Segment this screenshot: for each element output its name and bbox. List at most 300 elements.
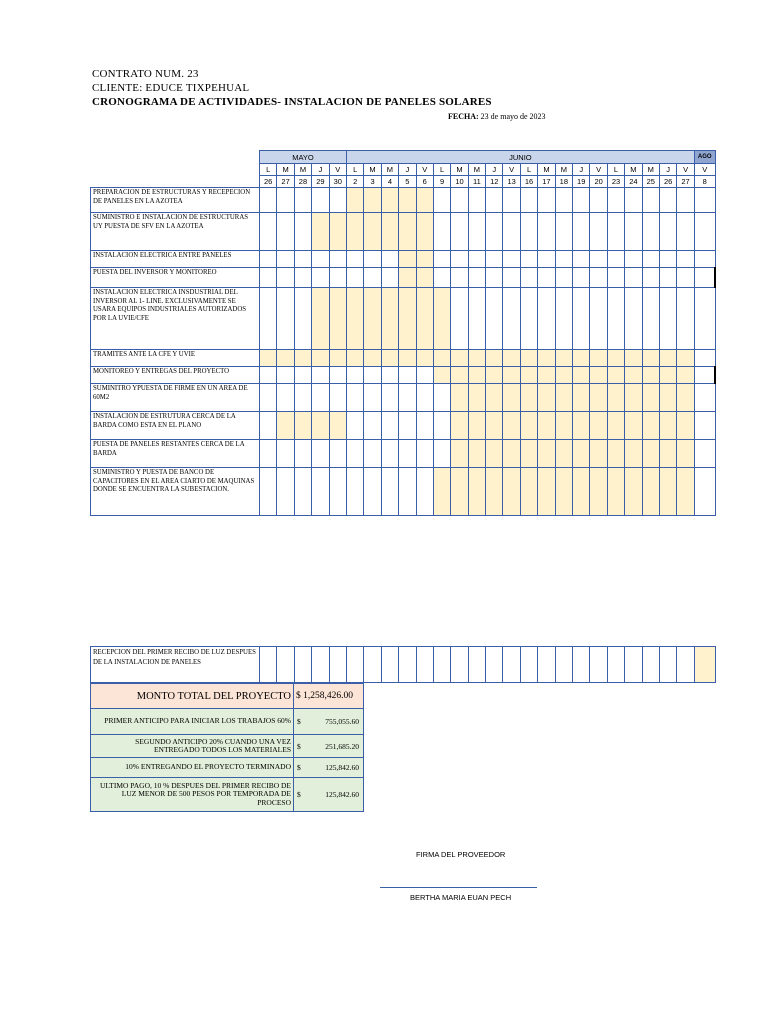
schedule-cell [399, 268, 416, 288]
day-cell: 17 [538, 176, 555, 188]
schedule-cell [590, 213, 607, 251]
task-row [91, 367, 716, 384]
schedule-cell [538, 384, 555, 412]
task-label: RECEPCION DEL PRIMER RECIBO DE LUZ DESPUES DE LA INSTALACION DE PANELES [91, 647, 260, 683]
schedule-cell [468, 440, 485, 468]
schedule-cell [294, 468, 311, 516]
schedule-cell [659, 288, 676, 350]
schedule-cell [625, 213, 642, 251]
task-label: PREPARACION DE ESTRUCTURAS Y RECEPECION DE PANELES EN LA AZOTEA [91, 188, 260, 213]
day-cell: 23 [607, 176, 624, 188]
schedule-cell [659, 468, 676, 516]
schedule-cell [677, 350, 694, 367]
schedule-cell [659, 384, 676, 412]
schedule-cell [346, 412, 363, 440]
schedule-cell [364, 647, 381, 683]
schedule-cell [399, 468, 416, 516]
day-cell: 9 [433, 176, 450, 188]
amount-value: 251,685.20 [325, 741, 359, 751]
schedule-cell [607, 213, 624, 251]
schedule-cell [381, 350, 398, 367]
schedule-cell [503, 268, 520, 288]
schedule-cell [555, 268, 572, 288]
schedule-cell [555, 384, 572, 412]
schedule-cell [468, 468, 485, 516]
schedule-cell [364, 288, 381, 350]
schedule-cell [520, 412, 537, 440]
schedule-cell [607, 440, 624, 468]
schedule-cell [294, 350, 311, 367]
schedule-cell [381, 384, 398, 412]
weekday-cell: V [694, 164, 715, 176]
schedule-cell [451, 288, 468, 350]
date-line [448, 112, 546, 121]
schedule-cell [346, 268, 363, 288]
weekday-cell: L [346, 164, 363, 176]
schedule-cell [260, 384, 277, 412]
schedule-cell [364, 468, 381, 516]
schedule-cell [607, 188, 624, 213]
schedule-cell [277, 268, 294, 288]
schedule-cell [486, 268, 503, 288]
schedule-cell [294, 251, 311, 268]
schedule-cell [590, 440, 607, 468]
schedule-cell [607, 468, 624, 516]
schedule-cell [573, 412, 590, 440]
schedule-cell [277, 468, 294, 516]
payment-label: ULTIMO PAGO, 10 % DESPUES DEL PRIMER RECIBO DE LUZ MENOR DE 500 PESOS POR TEMPORADA DE PROCESO [91, 778, 294, 812]
schedule-cell [381, 367, 398, 384]
day-cell: 25 [642, 176, 659, 188]
schedule-cell [573, 188, 590, 213]
schedule-cell [277, 440, 294, 468]
day-cell: 30 [329, 176, 346, 188]
schedule-cell [381, 288, 398, 350]
schedule-cell [364, 188, 381, 213]
weekday-cell: M [294, 164, 311, 176]
schedule-cell [329, 268, 346, 288]
schedule-cell [277, 367, 294, 384]
schedule-cell [416, 350, 433, 367]
schedule-cell [503, 384, 520, 412]
day-cell: 16 [520, 176, 537, 188]
schedule-cell [329, 213, 346, 251]
schedule-cell [416, 647, 433, 683]
schedule-cell [590, 412, 607, 440]
schedule-cell [642, 647, 659, 683]
schedule-cell [607, 647, 624, 683]
schedule-cell [416, 440, 433, 468]
task-row [91, 213, 716, 251]
schedule-cell [573, 384, 590, 412]
schedule-cell [433, 440, 450, 468]
schedule-cell [520, 213, 537, 251]
schedule-cell [260, 350, 277, 367]
schedule-cell [677, 251, 694, 268]
weekday-cell: V [329, 164, 346, 176]
schedule-cell [607, 350, 624, 367]
schedule-cell [694, 440, 715, 468]
schedule-cell [503, 288, 520, 350]
schedule-cell [503, 251, 520, 268]
schedule-cell [260, 188, 277, 213]
schedule-cell [433, 647, 450, 683]
task-row [91, 188, 716, 213]
schedule-cell [590, 367, 607, 384]
schedule-cell [677, 468, 694, 516]
schedule-cell [416, 288, 433, 350]
task-label: INSTALACION ELECTRICA ENTRE PANELES [91, 251, 260, 268]
schedule-cell [486, 188, 503, 213]
schedule-cell [486, 213, 503, 251]
task-row [91, 468, 716, 516]
day-cell: 4 [381, 176, 398, 188]
payment-row [91, 758, 364, 778]
schedule-cell [346, 188, 363, 213]
payment-table [90, 683, 364, 812]
schedule-cell [555, 647, 572, 683]
schedule-cell [399, 412, 416, 440]
schedule-cell [329, 367, 346, 384]
weekday-cell: M [555, 164, 572, 176]
weekday-cell: L [433, 164, 450, 176]
schedule-cell [381, 412, 398, 440]
schedule-cell [277, 412, 294, 440]
day-cell: 18 [555, 176, 572, 188]
schedule-cell [659, 350, 676, 367]
task-row [91, 384, 716, 412]
payment-row [91, 778, 364, 812]
weekday-cell: M [277, 164, 294, 176]
schedule-cell [642, 440, 659, 468]
total-label: MONTO TOTAL DEL PROYECTO [91, 684, 294, 709]
schedule-cell [312, 367, 329, 384]
weekday-cell: J [399, 164, 416, 176]
currency-sign: $ [297, 763, 301, 772]
schedule-cell [642, 412, 659, 440]
document-title: CRONOGRAMA DE ACTIVIDADES- INSTALACION DE PANELES SOLARES [92, 96, 492, 108]
task-label: MONITOREO Y ENTREGAS DEL PROYECTO [91, 367, 260, 384]
schedule-cell [642, 468, 659, 516]
schedule-cell [659, 251, 676, 268]
schedule-cell [433, 188, 450, 213]
schedule-cell [399, 188, 416, 213]
corner-cell [91, 176, 260, 188]
weekday-cell: J [312, 164, 329, 176]
day-cell: 26 [260, 176, 277, 188]
schedule-cell [503, 412, 520, 440]
schedule-cell [416, 412, 433, 440]
schedule-cell [590, 350, 607, 367]
schedule-cell [573, 251, 590, 268]
month-row [91, 151, 716, 164]
schedule-cell [294, 440, 311, 468]
schedule-cell [294, 288, 311, 350]
schedule-cell [625, 647, 642, 683]
task-row [91, 350, 716, 367]
schedule-cell [329, 251, 346, 268]
currency-sign: $ [297, 741, 301, 751]
schedule-cell [260, 367, 277, 384]
schedule-cell [294, 367, 311, 384]
weekday-cell: L [607, 164, 624, 176]
schedule-cell [573, 350, 590, 367]
schedule-cell [659, 440, 676, 468]
schedule-cell [503, 647, 520, 683]
task-label: TRAMITES ANTE LA CFE Y UVIE [91, 350, 260, 367]
task-label: PUESTA DEL INVERSOR Y MONITOREO [91, 268, 260, 288]
schedule-cell [260, 412, 277, 440]
schedule-cell [277, 251, 294, 268]
day-cell: 27 [677, 176, 694, 188]
payment-amount [294, 735, 364, 758]
schedule-cell [364, 440, 381, 468]
weekday-cell: L [520, 164, 537, 176]
schedule-cell [555, 440, 572, 468]
schedule-cell [294, 188, 311, 213]
schedule-cell [555, 288, 572, 350]
schedule-cell [451, 440, 468, 468]
schedule-cell [486, 647, 503, 683]
schedule-cell [468, 213, 485, 251]
schedule-cell [294, 647, 311, 683]
schedule-cell [416, 268, 433, 288]
schedule-cell [503, 188, 520, 213]
date-value: 23 de mayo de 2023 [478, 112, 546, 121]
schedule-cell [260, 213, 277, 251]
schedule-cell [277, 188, 294, 213]
schedule-cell [260, 440, 277, 468]
schedule-cell [312, 188, 329, 213]
schedule-cell [416, 367, 433, 384]
task-row [91, 647, 716, 683]
schedule-cell [451, 468, 468, 516]
weekday-cell: J [486, 164, 503, 176]
schedule-cell [312, 647, 329, 683]
schedule-cell [694, 647, 715, 683]
schedule-cell [503, 468, 520, 516]
schedule-cell [538, 647, 555, 683]
schedule-cell [329, 188, 346, 213]
weekday-cell: M [364, 164, 381, 176]
schedule-cell [312, 288, 329, 350]
schedule-cell [538, 188, 555, 213]
schedule-cell [486, 440, 503, 468]
schedule-cell [364, 268, 381, 288]
schedule-cell [625, 412, 642, 440]
schedule-cell [381, 468, 398, 516]
schedule-cell [625, 367, 642, 384]
schedule-cell [538, 367, 555, 384]
schedule-cell [312, 468, 329, 516]
payment-label: PRIMER ANTICIPO PARA INICIAR LOS TRABAJOS 60% [91, 709, 294, 735]
schedule-cell [294, 384, 311, 412]
schedule-cell [433, 213, 450, 251]
schedule-cell [607, 288, 624, 350]
weekday-cell: M [468, 164, 485, 176]
day-cell: 10 [451, 176, 468, 188]
schedule-cell [399, 440, 416, 468]
weekday-cell: L [260, 164, 277, 176]
schedule-cell [694, 384, 715, 412]
schedule-cell [486, 412, 503, 440]
signature-title: FIRMA DEL PROVEEDOR [416, 850, 506, 859]
schedule-cell [520, 647, 537, 683]
total-row [91, 684, 364, 709]
schedule-cell [520, 468, 537, 516]
schedule-cell [486, 288, 503, 350]
schedule-cell [573, 288, 590, 350]
schedule-cell [433, 268, 450, 288]
schedule-cell [677, 440, 694, 468]
payment-label: SEGUNDO ANTICIPO 20% CUANDO UNA VEZ ENTREGADO TODOS LOS MATERIALES [91, 735, 294, 758]
schedule-cell [538, 440, 555, 468]
schedule-cell [260, 468, 277, 516]
schedule-cell [451, 647, 468, 683]
task-row [91, 440, 716, 468]
schedule-cell [312, 384, 329, 412]
day-cell: 3 [364, 176, 381, 188]
task-label: SUMINISTRO E INSTALACION DE ESTRUCTURAS UY PUESTA DE SFV EN LA AZOTEA [91, 213, 260, 251]
schedule-cell [277, 384, 294, 412]
schedule-cell [260, 251, 277, 268]
schedule-cell [486, 251, 503, 268]
schedule-cell [625, 440, 642, 468]
schedule-cell [590, 384, 607, 412]
schedule-cell [503, 440, 520, 468]
schedule-cell [468, 647, 485, 683]
day-cell: 26 [659, 176, 676, 188]
day-cell: 6 [416, 176, 433, 188]
schedule-cell [555, 251, 572, 268]
schedule-cell [538, 468, 555, 516]
schedule-cell [573, 213, 590, 251]
schedule-cell [659, 213, 676, 251]
schedule-cell [555, 350, 572, 367]
schedule-cell [329, 288, 346, 350]
schedule-cell [381, 268, 398, 288]
schedule-cell [694, 288, 715, 350]
weekday-cell: M [538, 164, 555, 176]
schedule-cell [277, 213, 294, 251]
schedule-cell [416, 188, 433, 213]
schedule-cell [468, 288, 485, 350]
schedule-cell [486, 350, 503, 367]
schedule-cell [468, 412, 485, 440]
schedule-cell [625, 350, 642, 367]
payment-label: 10% ENTREGANDO EL PROYECTO TERMINADO [91, 758, 294, 778]
schedule-cell [399, 384, 416, 412]
schedule-cell [590, 251, 607, 268]
schedule-cell [346, 384, 363, 412]
day-cell: 13 [503, 176, 520, 188]
schedule-cell [625, 188, 642, 213]
weekday-cell: M [642, 164, 659, 176]
schedule-cell [433, 251, 450, 268]
schedule-cell [677, 268, 694, 288]
schedule-cell [399, 367, 416, 384]
schedule-cell [625, 251, 642, 268]
schedule-cell [468, 384, 485, 412]
schedule-cell [433, 468, 450, 516]
schedule-cell [555, 188, 572, 213]
schedule-cell [607, 412, 624, 440]
schedule-cell [433, 412, 450, 440]
schedule-cell [381, 213, 398, 251]
task-label: SUMINISTRO Y PUESTA DE BANCO DE CAPACITORES EN EL AREA CIARTO DE MAQUINAS DONDE SE ENCUENTRA LA SUBESTACION. [91, 468, 260, 516]
schedule-cell [329, 468, 346, 516]
schedule-cell [520, 384, 537, 412]
schedule-cell [677, 213, 694, 251]
schedule-cell [486, 468, 503, 516]
task-label: SUMINITRO YPUESTA DE FIRME EN UN AREA DE 60M2 [91, 384, 260, 412]
schedule-cell [573, 268, 590, 288]
schedule-cell [607, 367, 624, 384]
schedule-cell [433, 350, 450, 367]
schedule-cell [520, 188, 537, 213]
payment-amount [294, 758, 364, 778]
schedule-cell [642, 350, 659, 367]
day-cell: 29 [312, 176, 329, 188]
schedule-cell [381, 440, 398, 468]
schedule-cell [260, 647, 277, 683]
schedule-cell [451, 367, 468, 384]
schedule-cell [659, 188, 676, 213]
schedule-cell [607, 268, 624, 288]
day-cell: 2 [346, 176, 363, 188]
schedule-cell [433, 367, 450, 384]
schedule-cell [590, 647, 607, 683]
schedule-cell [329, 384, 346, 412]
schedule-cell [346, 440, 363, 468]
schedule-cell [451, 412, 468, 440]
schedule-cell [468, 188, 485, 213]
schedule-cell [573, 468, 590, 516]
schedule-cell [399, 251, 416, 268]
schedule-cell [694, 350, 715, 367]
schedule-cell [538, 268, 555, 288]
schedule-cell [520, 288, 537, 350]
schedule-cell [625, 384, 642, 412]
schedule-cell [538, 251, 555, 268]
schedule-cell [399, 213, 416, 251]
day-cell: 28 [294, 176, 311, 188]
schedule-cell [677, 384, 694, 412]
task-label: PUESTA DE PANELES RESTANTES CERCA DE LA BARDA [91, 440, 260, 468]
contract-number: CONTRATO NUM. 23 [92, 68, 199, 80]
schedule-cell [694, 468, 715, 516]
schedule-cell [346, 647, 363, 683]
client-name: CLIENTE: EDUCE TIXPEHUAL [92, 82, 250, 94]
payment-amount [294, 709, 364, 735]
schedule-cell [642, 268, 659, 288]
schedule-cell [503, 350, 520, 367]
task-label: INSTALACION DE ESTRUTURA CERCA DE LA BARDA COMO ESTA EN EL PLANO [91, 412, 260, 440]
schedule-cell [520, 367, 537, 384]
corner-cell [91, 164, 260, 176]
schedule-cell [381, 647, 398, 683]
schedule-cell [346, 213, 363, 251]
schedule-cell [451, 350, 468, 367]
schedule-cell [312, 213, 329, 251]
weekday-cell: M [625, 164, 642, 176]
schedule-cell [607, 251, 624, 268]
schedule-cell [555, 367, 572, 384]
total-value: $ 1,258,426.00 [294, 684, 364, 709]
schedule-cell [607, 384, 624, 412]
schedule-cell [538, 213, 555, 251]
weekday-cell: M [451, 164, 468, 176]
